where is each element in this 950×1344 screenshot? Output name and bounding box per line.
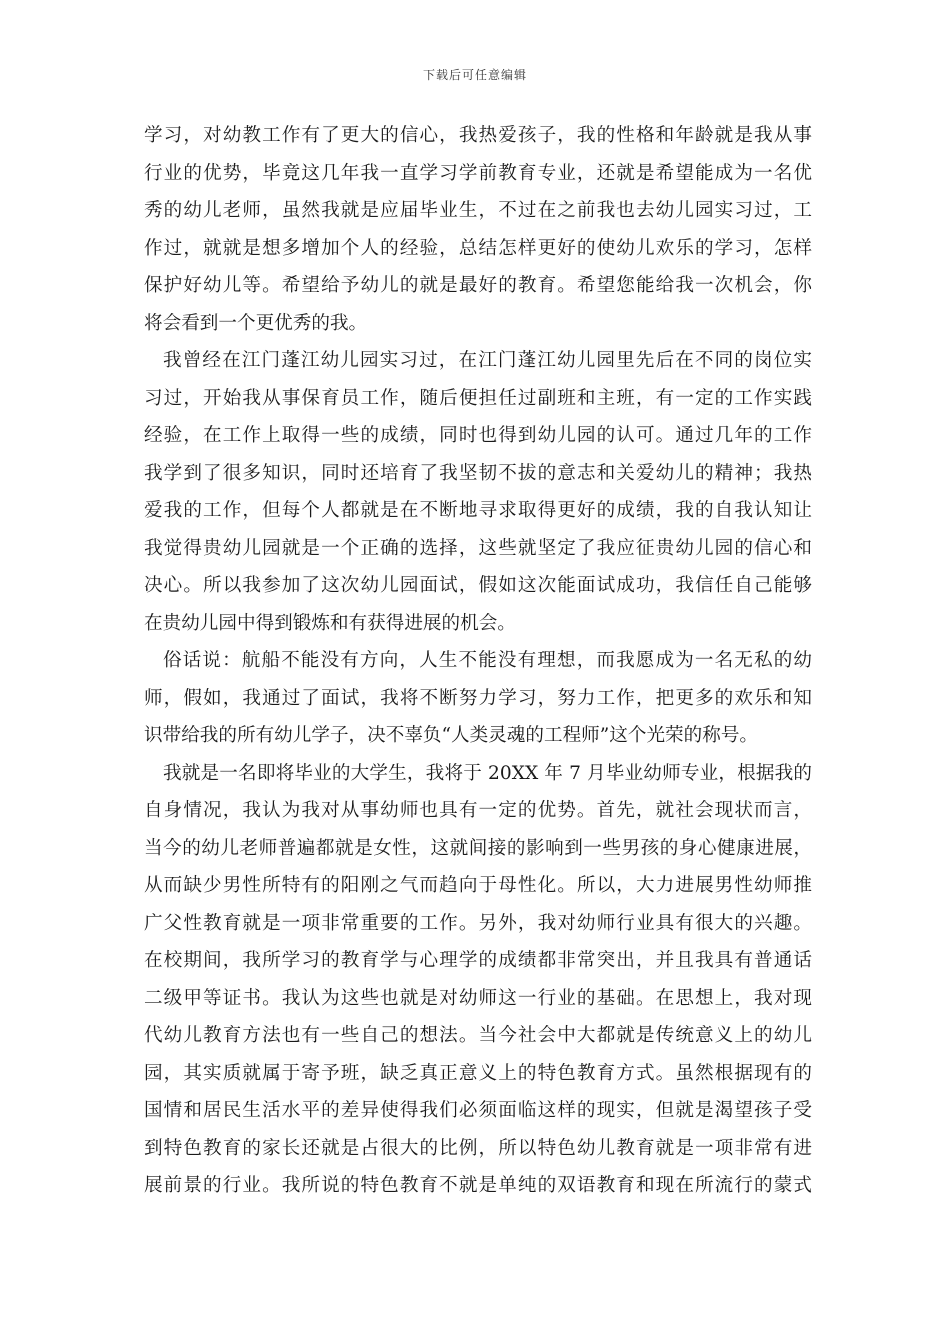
text-line: 我学到了很多知识，同时还培育了我坚韧不拔的意志和关爱幼儿的精神；我热 [144, 462, 812, 484]
text-line: 习过，开始我从事保育员工作，随后便担任过副班和主班，有一定的工作实践 [144, 387, 812, 409]
paragraph-2 [144, 342, 812, 642]
text-line: 广父性教育就是一项非常重要的工作。另外，我对幼师行业具有很大的兴趣。 [144, 912, 812, 934]
text-line: 保护好幼儿等。希望给予幼儿的就是最好的教育。希望您能给我一次机会，你 [144, 275, 812, 296]
text-line: 作过，就就是想多增加个人的经验，总结怎样更好的使幼儿欢乐的学习，怎样 [144, 237, 812, 259]
text-line: 从而缺少男性所特有的阳刚之气而趋向于母性化。所以，大力进展男性幼师推 [144, 875, 812, 896]
text-line: 识带给我的所有幼儿学子，决不辜负“人类灵魂的工程师”这个光荣的称号。 [144, 725, 759, 746]
text-line: 在校期间，我所学习的教育学与心理学的成绩都非常突出，并且我具有普通话 [144, 950, 812, 971]
text-line: 自身情况，我认为我对从事幼师也具有一定的优势。首先，就社会现状而言， [144, 800, 812, 821]
page-header: 下载后可任意编辑 [422, 68, 527, 82]
paragraph-1 [144, 117, 812, 342]
text-line: 学习，对幼教工作有了更大的信心，我热爱孩子，我的性格和年龄就是我从事 [144, 125, 812, 146]
text-line: 二级甲等证书。我认为这些也就是对幼师这一行业的基础。在思想上，我对现 [144, 987, 812, 1009]
text-line: 秀的幼儿老师，虽然我就是应届毕业生，不过在之前我也去幼儿园实习过，工 [144, 200, 812, 221]
text-line: 国情和居民生活水平的差异使得我们必须面临这样的现实，但就是渴望孩子受 [144, 1100, 812, 1121]
paragraph-4 [144, 755, 812, 1205]
text-line: 师，假如，我通过了面试，我将不断努力学习，努力工作，把更多的欢乐和知 [144, 687, 812, 709]
text-line: 展前景的行业。我所说的特色教育不就是单纯的双语教育和现在所流行的蒙式 [144, 1175, 812, 1196]
text-line: 当今的幼儿老师普遍都就是女性，这就间接的影响到一些男孩的身心健康进展， [144, 837, 812, 859]
text-line: 我觉得贵幼儿园就是一个正确的选择，这些就坚定了我应征贵幼儿园的信心和 [144, 537, 812, 559]
text-line: 决心。所以我参加了这次幼儿园面试，假如这次能面试成功，我信任自己能够 [144, 575, 812, 596]
text-line: 行业的优势，毕竟这几年我一直学习学前教育专业，还就是希望能成为一名优 [144, 162, 812, 184]
text-line: 到特色教育的家长还就是占很大的比例，所以特色幼儿教育就是一项非常有进 [144, 1137, 812, 1159]
document-body [144, 117, 812, 1205]
text-line: 将会看到一个更优秀的我。 [144, 312, 368, 334]
text-line: 经验，在工作上取得一些的成绩，同时也得到幼儿园的认可。通过几年的工作 [144, 425, 812, 446]
text-line: 我曾经在江门蓬江幼儿园实习过，在江门蓬江幼儿园里先后在不同的岗位实 [163, 350, 812, 371]
text-line: 代幼儿教育方法也有一些自己的想法。当今社会中大都就是传统意义上的幼儿 [144, 1025, 812, 1046]
text-line: 园，其实质就属于寄予班，缺乏真正意义上的特色教育方式。虽然根据现有的 [144, 1062, 812, 1084]
text-line: 俗话说：航船不能没有方向，人生不能没有理想，而我愿成为一名无私的幼 [163, 650, 812, 671]
paragraph-3 [144, 642, 812, 755]
text-line: 我就是一名即将毕业的大学生，我将于 20XX 年 7 月毕业幼师专业，根据我的 [163, 762, 812, 784]
text-line: 在贵幼儿园中得到锻炼和有获得进展的机会。 [144, 612, 516, 634]
text-line: 爱我的工作，但每个人都就是在不断地寻求取得更好的成绩，我的自我认知让 [144, 500, 812, 521]
